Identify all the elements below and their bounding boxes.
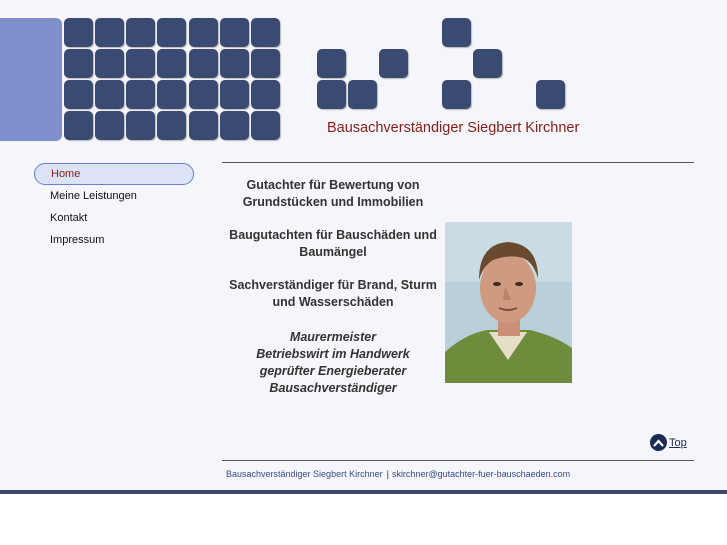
header-tile — [64, 80, 93, 109]
nav-item-home[interactable]: Home — [34, 163, 194, 185]
header-tile — [157, 111, 186, 140]
header-tile — [157, 49, 186, 78]
header-tile — [95, 80, 124, 109]
header-tile — [157, 80, 186, 109]
header-tile — [64, 18, 93, 47]
header-tile — [95, 111, 124, 140]
top-divider — [222, 162, 694, 163]
footer-name: Bausachverständiger Siegbert Kirchner — [226, 469, 383, 479]
heading-sachverstaendiger: Sachverständiger für Brand, Sturm und Wasserschäden — [229, 278, 437, 309]
header-tile — [442, 18, 471, 47]
sidebar-nav — [34, 163, 194, 251]
header-tile — [95, 18, 124, 47]
header-tile — [251, 18, 280, 47]
footer-email-link[interactable]: skirchner@gutachter-fuer-bauschaeden.com — [391, 469, 571, 479]
header-tile — [189, 111, 218, 140]
header-tile — [220, 18, 249, 47]
header-tile — [126, 18, 155, 47]
main-content — [222, 177, 444, 397]
top-link-label: Top — [669, 436, 687, 449]
header-tile — [126, 111, 155, 140]
chevron-up-icon — [650, 434, 667, 451]
header-tile — [251, 49, 280, 78]
nav-item-kontakt[interactable]: Kontakt — [50, 212, 88, 224]
header-tile — [126, 49, 155, 78]
heading-bewertung: Gutachter für Bewertung von Grundstücken und Immobilien — [242, 178, 424, 209]
footer-separator: | — [386, 469, 389, 479]
header-tile — [220, 111, 249, 140]
header-tile — [251, 111, 280, 140]
header-tile — [126, 80, 155, 109]
header-tile — [157, 18, 186, 47]
qualification-item: geprüfter Energieberater — [259, 364, 407, 378]
header-tile — [220, 80, 249, 109]
header-tile — [379, 49, 408, 78]
footer — [226, 469, 570, 479]
header-tile — [473, 49, 502, 78]
header-tile — [317, 49, 346, 78]
bottom-bar — [0, 490, 727, 494]
header-tile — [64, 49, 93, 78]
header-tile — [64, 111, 93, 140]
header-tile — [348, 80, 377, 109]
header-tile — [189, 80, 218, 109]
header-tile — [189, 49, 218, 78]
portrait-photo — [445, 222, 572, 383]
header-tile — [251, 80, 280, 109]
qualification-item: Betriebswirt im Handwerk — [256, 347, 410, 361]
header-tile — [317, 80, 346, 109]
header-blue-panel — [0, 18, 62, 141]
qualifications-list — [222, 329, 444, 397]
heading-baugutachten: Baugutachten für Bauschäden und Baumängel — [229, 228, 437, 259]
nav-item-meine-leistungen[interactable]: Meine Leistungen — [50, 190, 137, 202]
header-tile — [95, 49, 124, 78]
footer-divider — [222, 460, 694, 461]
qualification-item: Maurermeister — [289, 330, 377, 344]
nav-item-impressum[interactable]: Impressum — [50, 234, 105, 246]
header-tile — [536, 80, 565, 109]
brand-title: Bausachverständiger Siegbert Kirchner — [327, 120, 580, 136]
back-to-top-link[interactable] — [650, 434, 687, 451]
header-tile — [189, 18, 218, 47]
header-tile — [220, 49, 249, 78]
qualification-item: Bausachverständiger — [269, 381, 397, 395]
header-tile — [442, 80, 471, 109]
